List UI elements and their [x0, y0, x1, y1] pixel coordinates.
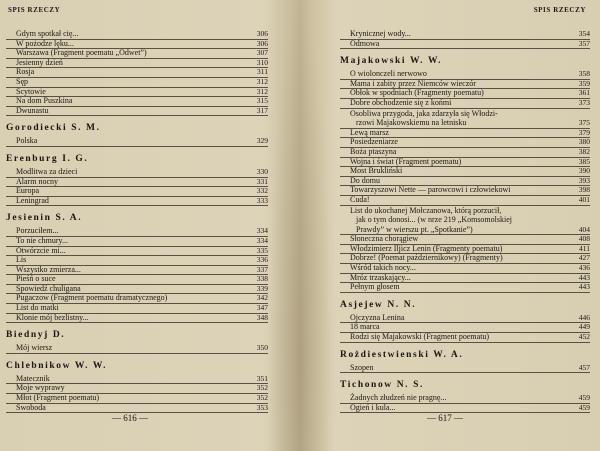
entry-title: Lis: [16, 255, 27, 265]
entry-page-number: 436: [578, 263, 590, 273]
entry-title: Na dom Puszkina: [16, 96, 73, 106]
entry-page-number: 351: [256, 373, 268, 383]
entry-page-number: 427: [578, 253, 590, 263]
toc-entry: [6, 404, 268, 414]
author-heading: Chlebnikow W. W.: [6, 360, 108, 371]
entry-page-number: 312: [256, 86, 268, 96]
entry-title: Matecznik: [16, 373, 50, 383]
entry-title: Warszawa (Fragment poematu „Odwet”): [16, 48, 147, 58]
author-heading: Jesienin S. A.: [6, 213, 83, 224]
entry-title: [340, 206, 568, 235]
entry-page-number: 310: [256, 57, 268, 67]
toc-entry: [340, 40, 590, 50]
entry-page-number: 353: [256, 402, 268, 412]
running-head-left: SPIS RZECZY: [8, 6, 61, 14]
entry-page-number: 357: [578, 38, 590, 48]
entry-title: Leningrad: [16, 195, 49, 205]
entry-title: Dobrze! (Poemat październikowy) (Fragmenty): [350, 253, 503, 263]
entry-title: Ojczyzna Lenina: [350, 312, 405, 322]
entry-page-number: 339: [256, 283, 268, 293]
entry-page-number: 408: [578, 234, 590, 244]
entry-page-number: 307: [256, 48, 268, 58]
toc-entry: [340, 99, 590, 109]
entry-title: Klonie mój bezlistny...: [16, 312, 89, 322]
entry-title: To nie chmury...: [16, 235, 69, 245]
entry-title: Krynicznej wody...: [350, 29, 411, 38]
author-heading: Rożdiestwienski W. A.: [340, 349, 464, 360]
entry-page-number: 334: [256, 226, 268, 236]
entry-title: Do domu: [350, 175, 380, 185]
entry-title: Ogień i kula...: [350, 402, 396, 412]
entry-page-number: 352: [256, 393, 268, 403]
entry-title: Scytowie: [16, 86, 46, 96]
entry-page-number: 311: [257, 67, 268, 77]
entry-title: Towarzyszowi Nette — parowcowi i człowiekowi: [350, 185, 511, 195]
author-section: [6, 153, 268, 206]
toc-entry: [340, 196, 590, 206]
entry-page-number: 449: [578, 322, 590, 332]
entry-page-number: 306: [256, 29, 268, 38]
entry-page-number: 404: [578, 224, 590, 234]
entry-page-number: 379: [578, 127, 590, 137]
entry-page-number: 457: [578, 362, 590, 372]
entry-title-line: jak o tym donosi... (w nrze 219 „Komsomolskiej: [356, 215, 512, 225]
right-page: [302, 0, 600, 451]
author-section: [6, 360, 268, 413]
entry-page-number: 398: [578, 185, 590, 195]
author-heading: Tichonow N. S.: [340, 380, 424, 391]
entry-title: Szopen: [350, 362, 374, 372]
author-section: [6, 329, 268, 354]
entry-page-number: 348: [256, 312, 268, 322]
entry-title: Wszystko zmierza...: [16, 264, 81, 274]
entry-title: Posiedzeniarze: [350, 137, 398, 147]
entry-title: Spowiedź chuligana: [16, 283, 81, 293]
entry-page-number: 375: [578, 118, 590, 128]
entry-page-number: 459: [578, 393, 590, 403]
author-section: [6, 30, 268, 116]
entry-page-number: 380: [578, 137, 590, 147]
entry-title: Dobre obchodzenie się z końmi: [350, 97, 452, 107]
entry-title: W pożodze lęku...: [16, 38, 74, 48]
entry-title: Rodzi się Majakowski (Fragment poematu): [350, 332, 490, 342]
author-section: [6, 122, 268, 147]
left-column: [6, 30, 268, 413]
entry-title: List do matki: [16, 303, 59, 313]
entry-title: Młot (Fragment poematu): [16, 393, 100, 403]
toc-entry: [6, 197, 268, 207]
toc-entry: [6, 107, 268, 117]
entry-title: Pugaczow (Fragment poematu dramatycznego): [16, 293, 168, 303]
entry-page-number: 336: [256, 255, 268, 265]
entry-page-number: 332: [256, 186, 268, 196]
entry-title: Most Brukliński: [350, 166, 403, 176]
entry-page-number: 350: [256, 343, 268, 353]
entry-page-number: 358: [578, 69, 590, 79]
page-number-right: — 617 —: [427, 413, 463, 423]
author-section: [340, 55, 590, 293]
toc-entry: [6, 314, 268, 324]
entry-title: Europa: [16, 186, 40, 196]
entry-title: Rosja: [16, 67, 35, 77]
toc-entry: [6, 137, 268, 147]
entry-title: Moje wyprawy: [16, 383, 65, 393]
running-head-right: SPIS RZECZY: [533, 6, 586, 14]
author-heading: Asjejew N. N.: [340, 299, 417, 310]
entry-title: Polska: [16, 136, 38, 146]
entry-page-number: 354: [578, 29, 590, 38]
entry-title: Słoneczna chorągiew: [350, 234, 419, 244]
entry-title: Mama i zabity przez Niemców wieczór: [350, 78, 476, 88]
entry-title: Mój wiersz: [16, 343, 53, 353]
toc-entry: [6, 344, 268, 354]
author-heading: Gorodiecki S. M.: [6, 123, 101, 134]
entry-page-number: 411: [579, 243, 590, 253]
entry-page-number: 382: [578, 146, 590, 156]
author-heading: Majakowski W. W.: [340, 56, 443, 67]
entry-page-number: 335: [256, 245, 268, 255]
entry-title: Mróz trzaskający...: [350, 272, 411, 282]
entry-page-number: 338: [256, 274, 268, 284]
entry-title: Dwunastu: [16, 105, 49, 115]
entry-title: O wiolonczeli nerwowo: [350, 69, 427, 79]
toc-entry: [340, 364, 590, 374]
author-section: [340, 349, 590, 374]
toc-entry: [340, 404, 590, 414]
entry-page-number: 312: [256, 76, 268, 86]
entry-page-number: 352: [256, 383, 268, 393]
entry-title: Włodzimierz Iljicz Lenin (Fragmenty poematu): [350, 243, 503, 253]
entry-page-number: 446: [578, 312, 590, 322]
entry-title-line: List do ukochanej Mołczanowa, którą porzucił,: [350, 205, 502, 215]
left-page: [0, 0, 298, 451]
toc-entry: [340, 333, 590, 343]
entry-page-number: 342: [256, 293, 268, 303]
entry-title: Swoboda: [16, 402, 46, 412]
toc-entry: [340, 109, 590, 129]
toc-entry: [340, 206, 590, 236]
author-section: [340, 379, 590, 413]
entry-title: Gdym spotkał cię...: [16, 29, 79, 38]
entry-title: Lewą marsz: [350, 127, 389, 137]
entry-page-number: 443: [578, 282, 590, 292]
author-section: [340, 299, 590, 343]
entry-page-number: 347: [256, 303, 268, 313]
entry-page-number: 337: [256, 264, 268, 274]
entry-title: Boża ptaszyna: [350, 146, 397, 156]
entry-page-number: 390: [578, 166, 590, 176]
entry-title: Sęp: [16, 76, 28, 86]
entry-page-number: 459: [578, 402, 590, 412]
entry-title-line: Osobliwa przygoda, jaka zdarzyła się Włodzi-: [350, 108, 498, 118]
entry-title-line: rzowi Majakowskiemu na letnisku: [356, 118, 467, 128]
entry-page-number: 334: [256, 235, 268, 245]
entry-page-number: 329: [256, 136, 268, 146]
entry-page-number: 331: [256, 176, 268, 186]
entry-page-number: 359: [578, 78, 590, 88]
entry-title: Pełnym głosem: [350, 282, 400, 292]
entry-page-number: 317: [256, 105, 268, 115]
entry-title: 18 marca: [350, 322, 380, 332]
page-number-left: — 616 —: [112, 413, 148, 423]
entry-page-number: 306: [256, 38, 268, 48]
author-section: [340, 30, 590, 49]
entry-page-number: 361: [578, 88, 590, 98]
entry-title: Modlitwa za dzieci: [16, 166, 78, 176]
author-heading: Biednyj D.: [6, 330, 66, 341]
entry-title: Jesienny dzień: [16, 57, 63, 67]
entry-title: Otwórzcie mi...: [16, 245, 66, 255]
entry-page-number: 401: [578, 194, 590, 204]
right-column: [340, 30, 590, 413]
entry-title-line: Prawdy” w wierszu pt. „Spotkanie”): [356, 224, 473, 234]
entry-page-number: 373: [578, 97, 590, 107]
author-heading: Erenburg I. G.: [6, 153, 89, 164]
entry-page-number: 315: [256, 96, 268, 106]
entry-page-number: 333: [256, 195, 268, 205]
entry-page-number: 393: [578, 175, 590, 185]
entry-page-number: 385: [578, 156, 590, 166]
entry-title: Odmowa: [350, 38, 380, 48]
entry-page-number: 443: [578, 272, 590, 282]
entry-page-number: 452: [578, 332, 590, 342]
entry-title: Pieśń o suce: [16, 274, 56, 284]
entry-page-number: 330: [256, 166, 268, 176]
entry-title: Porzuciłem...: [16, 226, 59, 236]
toc-entry: [340, 283, 590, 293]
entry-title: Wojna i świat (Fragment poematu): [350, 156, 462, 166]
entry-title: Alarm nocny: [16, 176, 58, 186]
entry-title: [340, 109, 568, 128]
entry-title: Żadnych złudzeń nie pragnę...: [350, 393, 447, 403]
entry-title: Cuda!: [350, 194, 370, 204]
entry-title: Obłok w spodniach (Fragmenty poematu): [350, 88, 484, 98]
entry-title: Wśród takich nocy...: [350, 263, 416, 273]
author-section: [6, 212, 268, 323]
